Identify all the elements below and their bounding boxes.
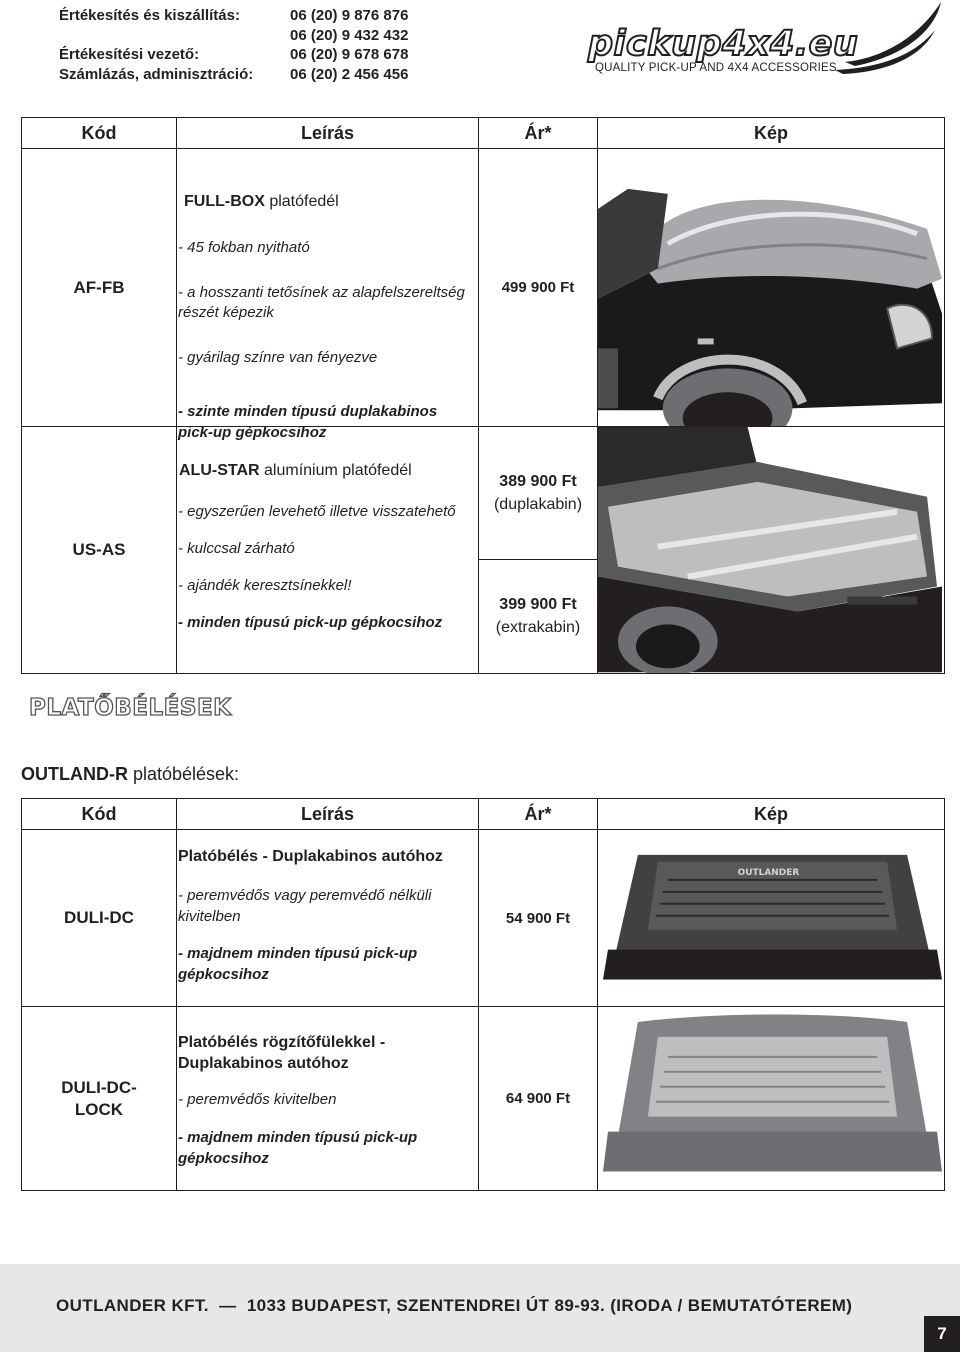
product-description <box>177 427 479 674</box>
product-code: DULI-DC- LOCK <box>22 1007 177 1191</box>
feature-item: - majdnem minden típusú pick-up gépkocsihoz <box>178 945 418 983</box>
feature-item: - 45 fokban nyitható <box>178 239 310 256</box>
table-row <box>22 1007 945 1191</box>
contact-label <box>59 26 290 46</box>
product-code: AF-FB <box>22 149 177 427</box>
product-image-cell <box>598 427 945 674</box>
covers-table <box>21 117 945 674</box>
feature-item: - egyszerűen levehető illetve visszatehető <box>178 503 456 520</box>
header-image: Kép <box>598 799 945 830</box>
header-price: Ár* <box>479 118 598 149</box>
footer-address: OUTLANDER KFT. — 1033 BUDAPEST, SZENTENDREI ÚT 89-93. (IRODA / BEMUTATÓTEREM) <box>56 1296 853 1315</box>
product-price <box>479 559 598 673</box>
table-row <box>22 427 945 560</box>
product-title-bold: FULL-BOX <box>184 193 265 210</box>
header-image: Kép <box>598 118 945 149</box>
header-description: Leírás <box>177 799 479 830</box>
header-code: Kód <box>22 799 177 830</box>
contact-label: Számlázás, adminisztráció: <box>59 65 254 83</box>
product-price: 499 900 Ft <box>479 149 598 427</box>
page-number: 7 <box>924 1316 960 1352</box>
price-amount: 389 900 Ft <box>499 472 577 490</box>
product-description <box>177 830 479 1007</box>
logo-tagline: QUALITY PICK-UP AND 4X4 ACCESSORIES <box>595 62 837 74</box>
feature-item: - peremvédős vagy peremvédő nélküli kivitelben <box>178 887 432 925</box>
product-price: 64 900 Ft <box>479 1007 598 1191</box>
product-code: US-AS <box>22 427 177 674</box>
price-amount: 399 900 Ft <box>499 596 577 614</box>
contact-row <box>59 26 408 46</box>
contact-phone: 06 (20) 2 456 456 <box>290 65 409 83</box>
product-title <box>179 462 412 480</box>
header-code: Kód <box>22 118 177 149</box>
product-price <box>479 427 598 560</box>
product-image-cell <box>598 1007 945 1191</box>
bedliner-lock-photo <box>598 1007 944 1189</box>
product-title-bold: ALU-STAR <box>179 462 260 479</box>
contact-phone: 06 (20) 9 876 876 <box>290 7 409 24</box>
product-title-rest: alumínium platófedél <box>259 462 412 479</box>
fullbox-pickup-photo <box>598 149 944 425</box>
feature-item: - kulccsal zárható <box>178 540 295 557</box>
liner-brand-label: OUTLANDER <box>737 868 800 879</box>
table-header-row <box>22 118 945 149</box>
table-header-row <box>22 799 945 830</box>
contact-label: Értékesítés és kiszállítás: <box>59 7 240 24</box>
feature-item: - majdnem minden típusú pick-up gépkocsihoz <box>178 1129 418 1167</box>
feature-item: - ajándék keresztsínekkel! <box>178 577 352 594</box>
table-row <box>22 830 945 1007</box>
liners-heading-bold: OUTLAND-R <box>21 764 128 784</box>
liners-heading <box>21 764 239 785</box>
logo-wordmark: pickup4x4.eu <box>588 24 859 64</box>
header-price: Ár* <box>479 799 598 830</box>
contact-label: Értékesítési vezető: <box>59 46 200 63</box>
feature-item: - a hosszanti tetősínek az alapfelszereltség részét képezik <box>178 284 465 321</box>
contact-row <box>59 6 408 26</box>
product-title: Platóbélés - Duplakabinos autóhoz <box>178 848 443 865</box>
contact-block <box>59 6 408 84</box>
product-image-cell <box>598 830 945 1007</box>
liners-heading-rest: platóbélések: <box>127 764 240 784</box>
product-code: DULI-DC <box>22 830 177 1007</box>
product-price: 54 900 Ft <box>479 830 598 1007</box>
product-title: Platóbélés rögzítőfülekkel - Duplakabinos autóhoz <box>178 1034 386 1072</box>
contact-phone: 06 (20) 9 432 432 <box>290 26 409 44</box>
price-note: (extrakabin) <box>495 619 581 637</box>
section-heading: PLATŐBÉLÉSEK <box>29 695 232 721</box>
contact-phone: 06 (20) 9 678 678 <box>290 46 409 63</box>
header-description: Leírás <box>177 118 479 149</box>
product-title <box>184 193 339 211</box>
product-image-cell <box>598 149 945 427</box>
product-description <box>177 149 479 441</box>
feature-item: - minden típusú pick-up gépkocsihoz <box>178 614 443 631</box>
feature-item: - peremvédős kivitelben <box>178 1091 337 1108</box>
bedliner-photo <box>598 830 944 1005</box>
price-note: (duplakabin) <box>493 495 583 513</box>
liners-table <box>21 798 945 1191</box>
logo <box>585 0 945 96</box>
product-title-rest: platófedél <box>264 193 339 210</box>
alustar-pickup-photo <box>598 427 944 672</box>
feature-item: - szinte minden típusú duplakabinos pick-up gépkocsihoz <box>178 403 438 441</box>
feature-item: - gyárilag színre van fényezve <box>178 349 378 366</box>
contact-row <box>59 65 408 85</box>
table-row <box>22 149 945 427</box>
contact-row <box>59 45 408 65</box>
product-description <box>177 1007 479 1191</box>
